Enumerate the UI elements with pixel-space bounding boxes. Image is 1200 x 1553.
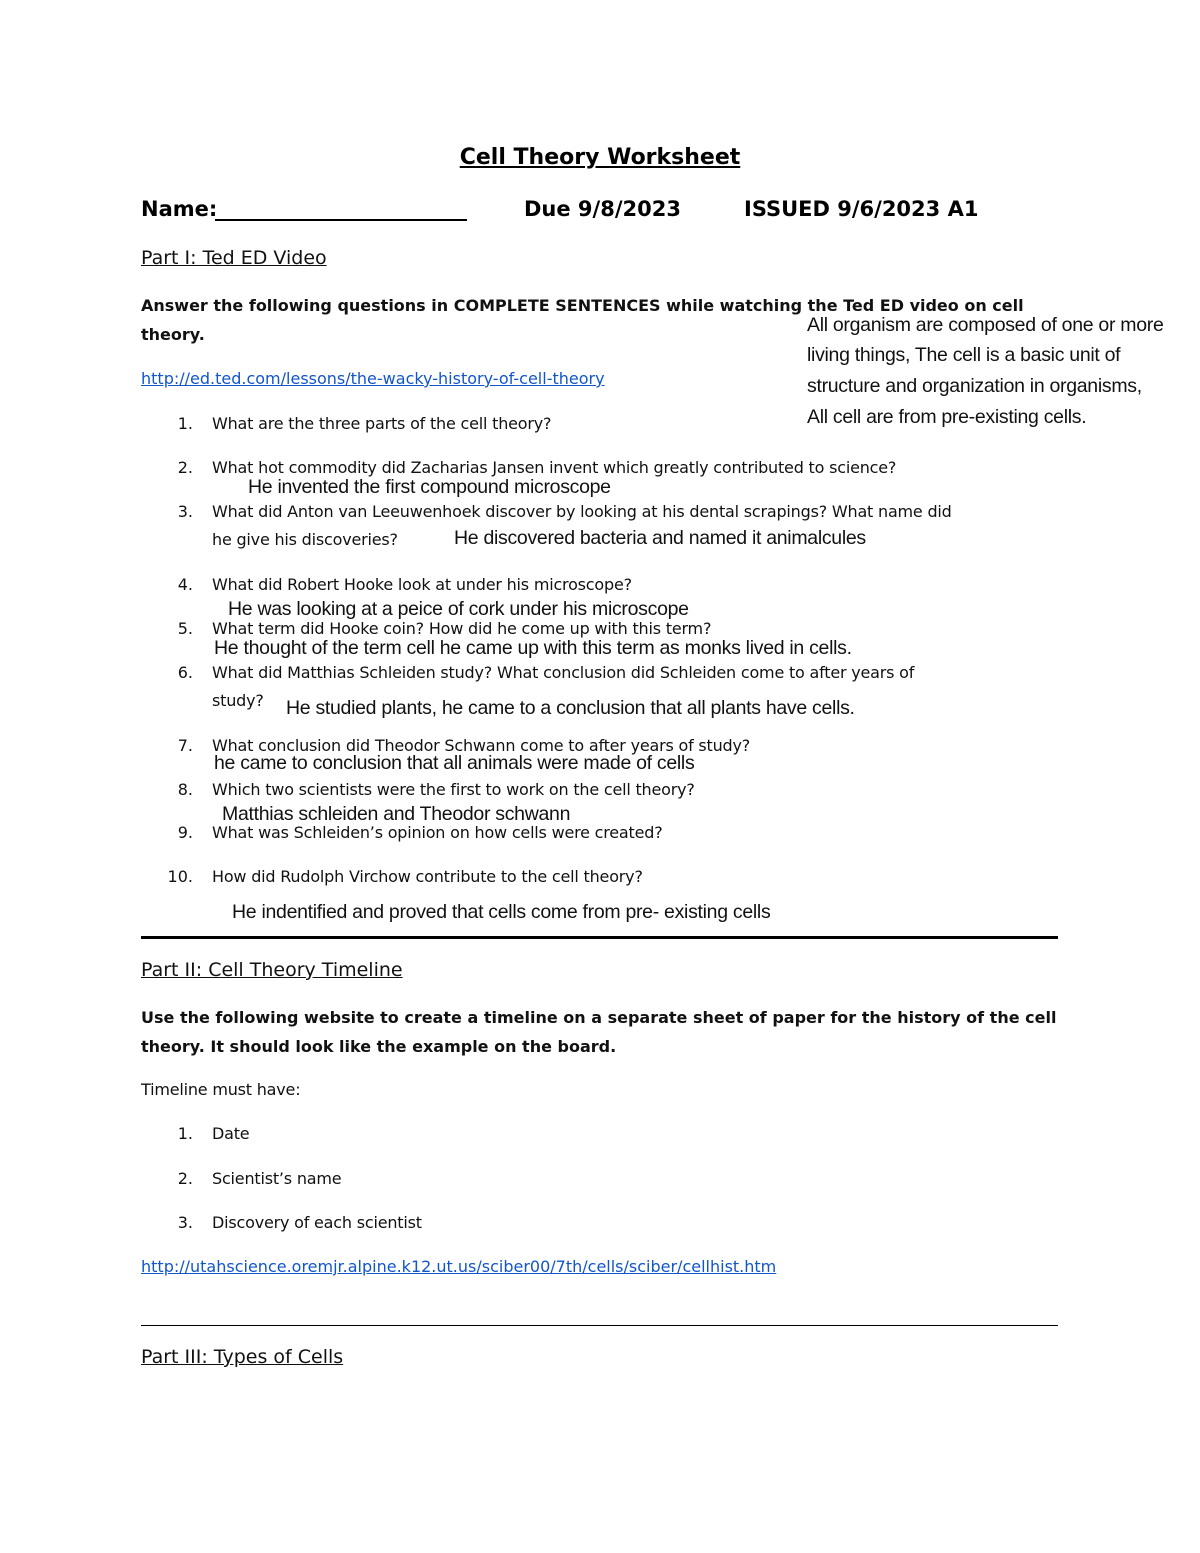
side-answer-line2: living things, The cell is a basic unit of — [807, 344, 1121, 366]
list-item: Discovery of each scientist — [212, 1213, 422, 1232]
ted-video-link[interactable]: http://ed.ted.com/lessons/the-wacky-history-of-cell-theory — [141, 369, 605, 388]
timeline-must-have-label: Timeline must have: — [141, 1080, 301, 1099]
answer-text: He discovered bacteria and named it animalcules — [454, 527, 866, 549]
question-number: 5. — [177, 619, 193, 638]
list-item: Scientist’s name — [212, 1169, 342, 1188]
due-date: Due 9/8/2023 — [524, 197, 681, 221]
question-number: 10. — [167, 867, 193, 886]
question-number: 9. — [177, 823, 193, 842]
side-answer-line1: All organism are composed of one or more — [807, 314, 1164, 336]
page-title: Cell Theory Worksheet — [459, 145, 741, 170]
question-number: 7. — [177, 736, 193, 755]
answer-text: He invented the first compound microscope — [248, 476, 611, 498]
part2-heading: Part II: Cell Theory Timeline — [141, 959, 403, 981]
name-label: Name: — [141, 197, 218, 221]
list-number: 3. — [177, 1213, 193, 1232]
question-number: 3. — [177, 502, 193, 521]
answer-text: He studied plants, he came to a conclusion that all plants have cells. — [286, 697, 855, 719]
answer-text: Matthias schleiden and Theodor schwann — [222, 803, 571, 825]
list-number: 2. — [177, 1169, 193, 1188]
part1-instruction-line1: Answer the following questions in COMPLETE SENTENCES while watching the Ted ED video on cell — [141, 296, 1024, 315]
part1-instruction-line2: theory. — [141, 325, 205, 344]
question-number: 4. — [177, 575, 193, 594]
question-text: Which two scientists were the first to work on the cell theory? — [212, 780, 695, 799]
answer-text: He thought of the term cell he came up with this term as monks lived in cells. — [214, 637, 852, 659]
question-text: How did Rudolph Virchow contribute to the cell theory? — [212, 867, 643, 886]
question-number: 1. — [177, 414, 193, 433]
answer-text: he came to conclusion that all animals were made of cells — [214, 752, 695, 774]
question-number: 2. — [177, 458, 193, 477]
question-text: What hot commodity did Zacharias Jansen invent which greatly contributed to science? — [212, 458, 897, 477]
timeline-website-link[interactable]: http://utahscience.oremjr.alpine.k12.ut.us/sciber00/7th/cells/sciber/cellhist.htm — [141, 1257, 777, 1276]
list-item: Date — [212, 1124, 250, 1143]
section-divider — [141, 936, 1058, 939]
question-text: What did Anton van Leeuwenhoek discover by looking at his dental scrapings? What name did — [212, 502, 952, 521]
question-number: 8. — [177, 780, 193, 799]
question-text: What are the three parts of the cell theory? — [212, 414, 552, 433]
question-text: What conclusion did Theodor Schwann come to after years of study? — [212, 736, 751, 755]
answer-text: He indentified and proved that cells come from pre- existing cells — [232, 901, 771, 923]
name-blank: ________________________ — [215, 197, 467, 221]
issued-date: ISSUED 9/6/2023 A1 — [744, 197, 979, 221]
side-answer-line3: structure and organization in organisms, — [807, 375, 1142, 397]
list-number: 1. — [177, 1124, 193, 1143]
part2-instruction-line1: Use the following website to create a timeline on a separate sheet of paper for the history of the cell — [141, 1008, 1057, 1027]
question-text-cont: study? — [212, 691, 264, 710]
answer-text: He was looking at a peice of cork under his microscope — [228, 598, 689, 620]
question-number: 6. — [177, 663, 193, 682]
question-text-cont: he give his discoveries? — [212, 530, 398, 549]
side-answer-line4: All cell are from pre-existing cells. — [807, 406, 1087, 428]
part2-instruction-line2: theory. It should look like the example on the board. — [141, 1037, 617, 1056]
section-divider — [141, 1325, 1058, 1326]
question-text: What did Robert Hooke look at under his microscope? — [212, 575, 632, 594]
question-text: What did Matthias Schleiden study? What conclusion did Schleiden come to after years of — [212, 663, 915, 682]
part1-heading: Part I: Ted ED Video — [141, 247, 327, 269]
part3-heading: Part III: Types of Cells — [141, 1346, 344, 1368]
question-text: What term did Hooke coin? How did he come up with this term? — [212, 619, 712, 638]
question-text: What was Schleiden’s opinion on how cells were created? — [212, 823, 663, 842]
